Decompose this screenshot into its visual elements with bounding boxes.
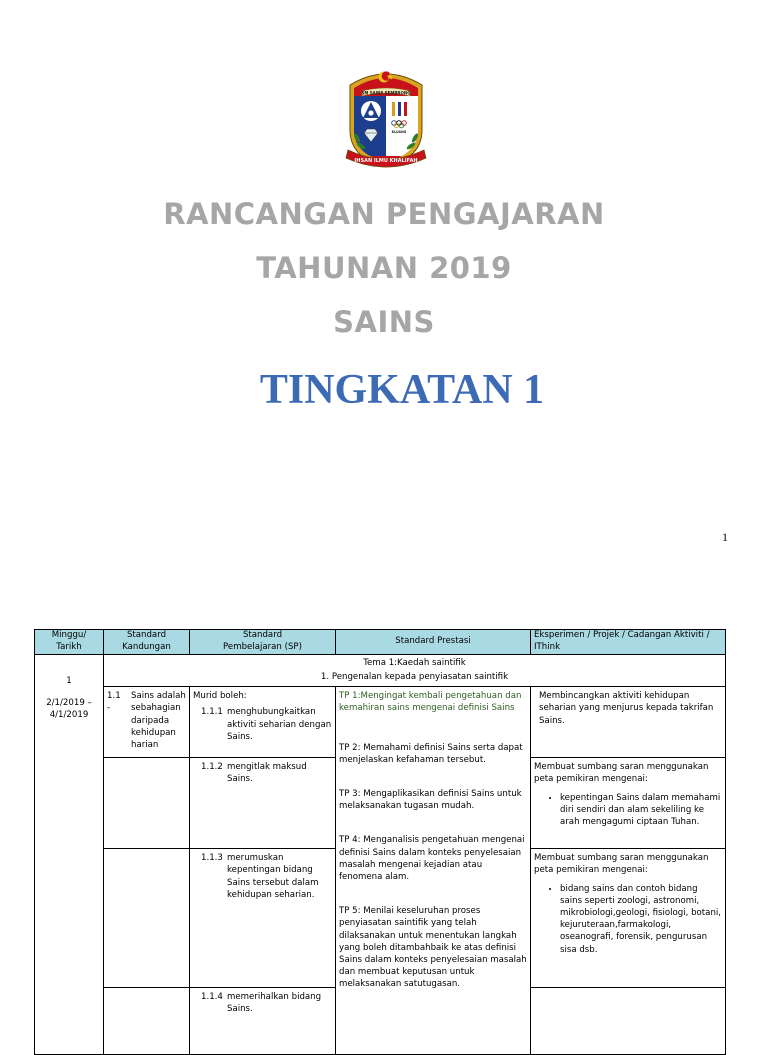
form-level-title: TINGKATAN 1 — [259, 367, 545, 413]
sp-text: menghubungkaitkan aktiviti seharian dengan Sains. — [227, 707, 332, 742]
tp-3: TP 3: Mengaplikasikan definisi Sains untuk melaksanakan tugasan mudah. — [339, 789, 522, 812]
sp-intro: Murid boleh: — [193, 691, 247, 702]
activity-cell — [531, 687, 726, 758]
theme-cell — [104, 655, 726, 687]
activity-text: Membincangkan aktiviti kehidupan seharian yang menjurus kepada takrifan Sains. — [539, 691, 714, 726]
activity-bullet: • bidang sains dan contoh bidang sains seperti zoologi, astronomi, mikrobiologi,geologi, fisiologi, botani, kejuruteraan,farmakologi, oseanografi, forensik, pengurusan sisa dsb. — [560, 883, 722, 956]
prestasi-cell — [336, 687, 531, 1055]
table-header-row — [35, 630, 726, 655]
crest-school-name: SM SAINS SEMBRONG — [361, 90, 411, 96]
document-title-line-1: RANCANGAN PENGAJARAN — [163, 197, 605, 231]
tp-5: TP 5: Menilai keseluruhan proses penyiasatan saintifik yang telah dilaksanakan untuk menentukan langkah yang boleh ditambahbaik ke atas definisi Sains dalam konteks penyelesaian masalah dan membuat keputusan untuk melaksanakan satutugasan. — [339, 906, 527, 990]
sk-cell-empty — [104, 758, 190, 849]
sp-cell — [190, 988, 336, 1055]
activity-text: Membuat sumbang saran menggunakan peta pemikiran mengenai: — [534, 853, 709, 876]
teaching-plan-table — [34, 629, 726, 1055]
activity-cell — [531, 758, 726, 849]
sp-text: mengitlak maksud Sains. — [227, 762, 307, 785]
sk-text: Sains adalah sebahagian daripada kehidupan harian — [131, 691, 186, 751]
document-title-line-2: TAHUNAN 2019 — [256, 251, 512, 285]
header-activity: Eksperimen / Projek / Cadangan Aktiviti / IThink — [531, 630, 726, 655]
week-cell — [35, 655, 104, 1055]
activity-bullets — [534, 883, 722, 956]
header-week-line-2: Tarikh — [56, 642, 82, 652]
school-crest-logo — [334, 66, 438, 170]
header-sp-line-2: Pembelajaran (SP) — [223, 642, 302, 652]
header-sk — [104, 630, 190, 655]
table-row — [35, 655, 726, 687]
sp-cell — [190, 687, 336, 758]
document-title-line-3: SAINS — [333, 305, 435, 339]
activity-bullet: • kepentingan Sains dalam memahami diri sendiri dan alam sekeliling ke arah mengagumi ciptaan Tuhan. — [560, 792, 722, 829]
header-sp-line-1: Standard — [242, 630, 283, 641]
sp-text: merumuskan kepentingan bidang Sains tersebut dalam kehidupan seharian. — [227, 853, 319, 900]
sp-text: memerihalkan bidang Sains. — [227, 992, 322, 1015]
sk-cell — [104, 687, 190, 758]
crest-place-label: KLUANG — [391, 130, 407, 134]
sk-code: 1.1 - — [107, 691, 121, 714]
activity-bullets — [534, 792, 722, 829]
tp-4: TP 4: Menganalisis pengetahuan mengenai definisi Sains dalam konteks penyelesaian masalah mengenai kejadian atau fenomena alam. — [339, 835, 525, 883]
table-row — [35, 687, 726, 758]
sp-cell — [190, 758, 336, 849]
week-dates: 2/1/2019 – 4/1/2019 — [46, 698, 92, 721]
header-week — [35, 630, 104, 655]
sk-cell-empty — [104, 849, 190, 988]
sp-cell — [190, 849, 336, 988]
header-sk-line-1: Standard — [126, 630, 167, 641]
sp-code: 1.1.4 — [201, 992, 223, 1003]
activity-text: Membuat sumbang saran menggunakan peta pemikiran mengenai: — [534, 762, 709, 785]
page-number: 1 — [722, 530, 728, 544]
sp-code: 1.1.1 — [201, 707, 223, 718]
crest-motto: IHSAN ILMU KHALIFAH — [354, 158, 418, 164]
tp-2: TP 2: Memahami definisi Sains serta dapat menjelaskan kefahaman tersebut. — [339, 742, 523, 765]
activity-cell-empty — [531, 988, 726, 1055]
header-prestasi: Standard Prestasi — [336, 630, 531, 655]
sk-cell-empty — [104, 988, 190, 1055]
topic-title: 1. Pengenalan kepada penyiasatan saintifik — [320, 672, 509, 682]
theme-title: Tema 1:Kaedah saintifik — [363, 658, 466, 668]
week-number: 1 — [66, 676, 72, 686]
activity-cell — [531, 849, 726, 988]
sp-code: 1.1.2 — [201, 762, 223, 773]
header-sk-line-2: Kandungan — [122, 642, 171, 652]
sp-code: 1.1.3 — [201, 853, 223, 864]
header-sp — [190, 630, 336, 655]
header-week-line-1: Minggu/ — [51, 630, 87, 641]
tp-1: TP 1:Mengingat kembali pengetahuan dan kemahiran sains mengenai definisi Sains — [339, 691, 522, 714]
